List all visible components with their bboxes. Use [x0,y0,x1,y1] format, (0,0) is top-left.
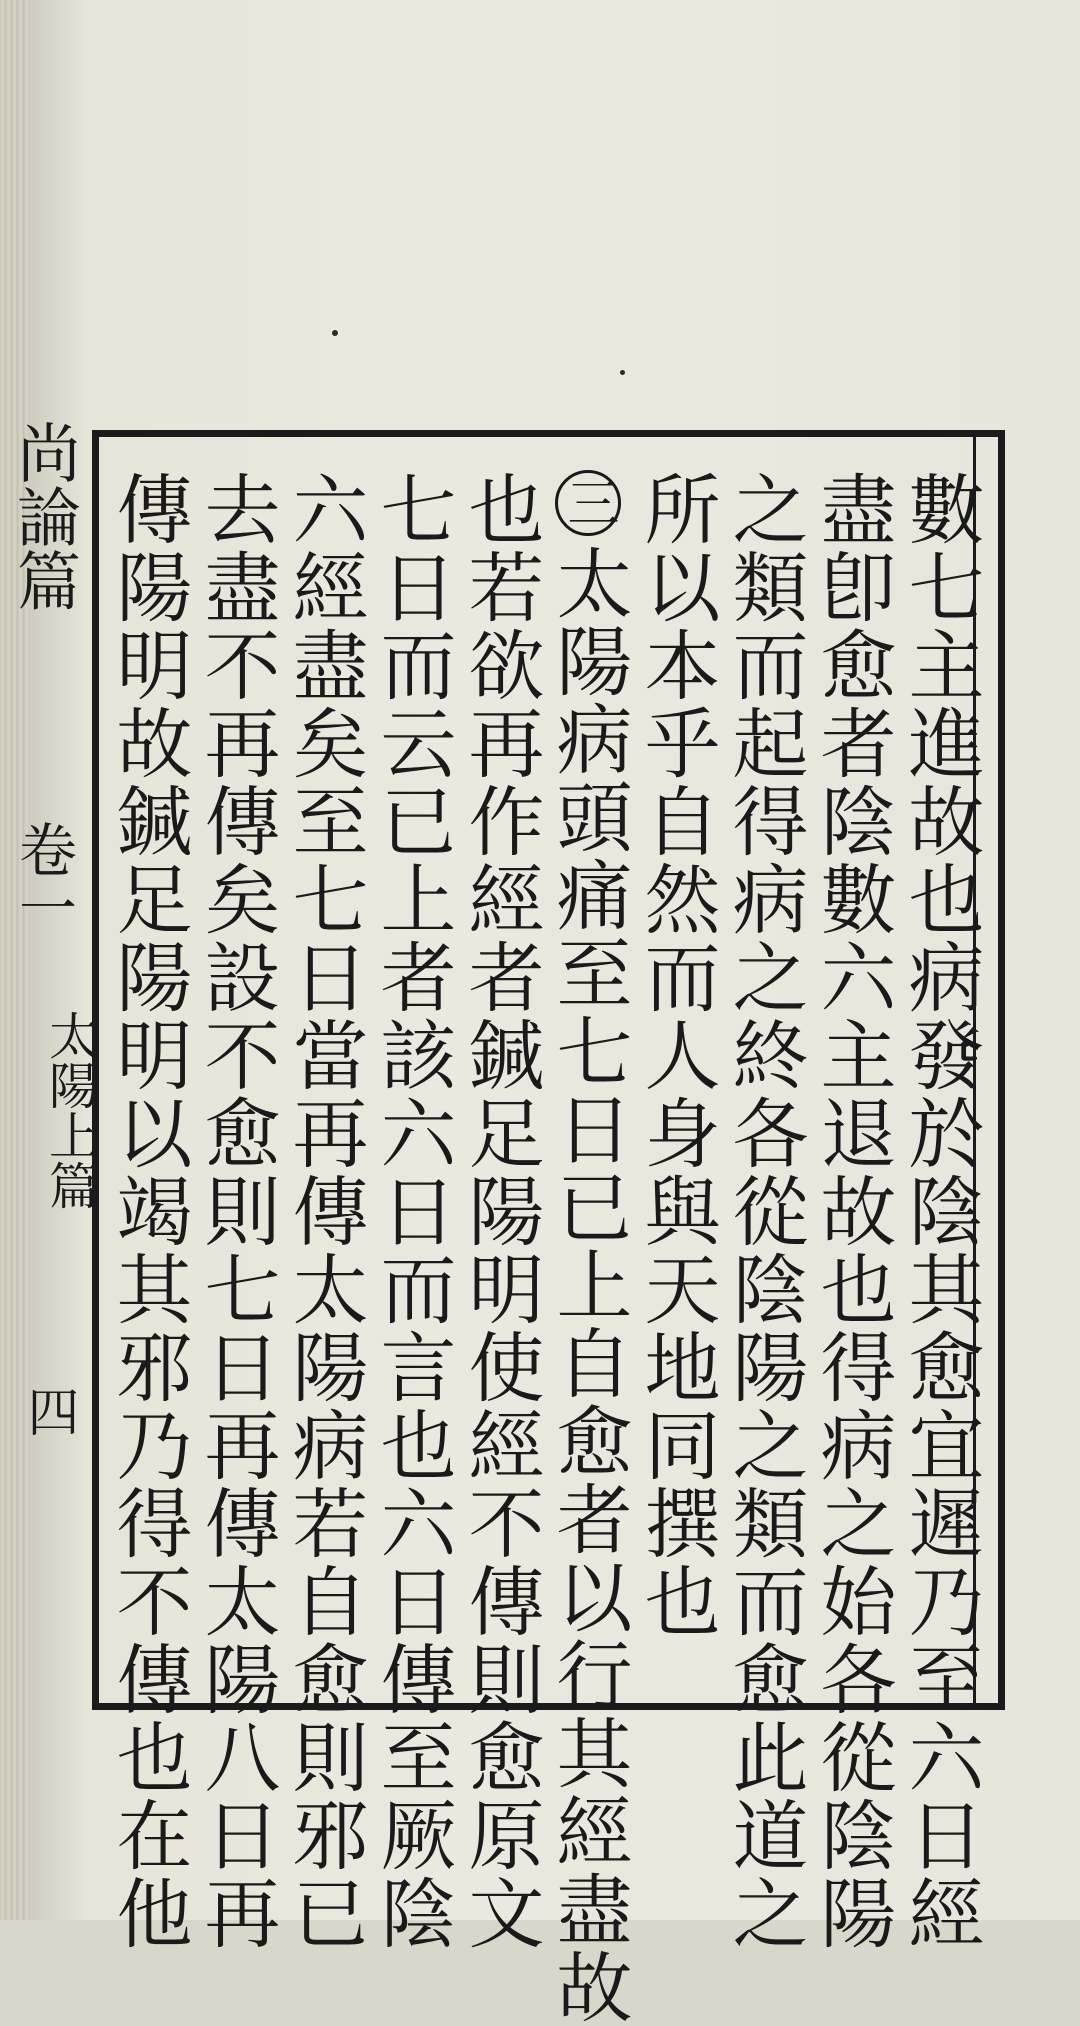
volume-label: 卷一 [9,820,77,936]
text-column-10: 傳陽明故鍼足陽明以竭其邪乃得不傳也在他 [104,470,193,1952]
page-number: 四 [18,1385,78,1437]
ink-speck [332,330,338,336]
text-column-3: 之類而起得病之終各從陰陽之類而愈此道之 [720,470,809,1952]
text-column-1: 數七主進故也病發於陰其愈宜遲乃至六日經 [896,470,985,1952]
text-column-2: 盡卽愈者陰數六主退故也得病之始各從陰陽 [808,470,897,1952]
text-column-5-body: 太陽病頭痛至七日已上自愈者以行其經盡故 [544,544,633,2026]
text-column-8: 六經盡矣至七日當再傳太陽病若自愈則邪已 [280,470,369,1952]
book-title: 尚論篇 [6,420,80,612]
ink-speck [620,370,625,375]
text-column-6: 也若欲再作經者鍼足陽明使經不傳則愈原文 [456,470,545,1952]
section-marker: 三 [555,470,621,536]
text-column-5 [543,470,633,2026]
text-column-9: 去盡不再傳矣設不愈則七日再傳太陽八日再 [192,470,281,1952]
chapter-label: 太陽上篇 [41,1010,99,1210]
text-column-7: 七日而云已上者該六日而言也六日傳至厥陰 [368,470,457,1952]
margin-strip [28,0,83,1920]
text-column-4: 所以本乎自然而人身與天地同撰也 [632,470,721,1640]
page-edges [0,0,30,1920]
